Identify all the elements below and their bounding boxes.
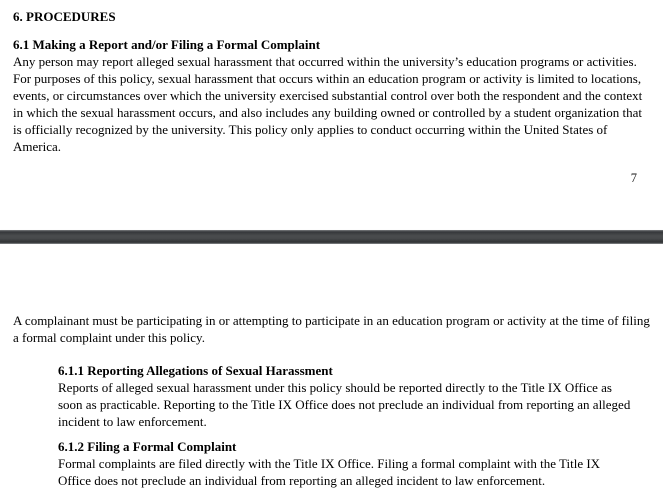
subsection-6-1-2 bbox=[58, 438, 636, 489]
page-8 bbox=[0, 244, 663, 500]
section-heading-procedures: 6. PROCEDURES bbox=[13, 9, 116, 24]
subsection-heading-6-1: 6.1 Making a Report and/or Filing a Formal Complaint bbox=[13, 37, 321, 52]
page-separator-bar bbox=[0, 230, 663, 244]
intro-paragraph: A complainant must be participating in or attempting to participate in an education program or activity at the time of filing a formal complaint under this policy. bbox=[13, 313, 650, 345]
subsection-heading-6-1-1: 6.1.1 Reporting Allegations of Sexual Harassment bbox=[58, 363, 333, 378]
body-paragraph-6-1: Any person may report alleged sexual harassment that occurred within the university’s education programs or activities. For purposes of this policy, sexual harassment that occurs within an education program or activity is limited to locations, events, or circumstances over which the university exercised substantial control over both the respondent and the context in which the sexual harassment occurs, and also includes any building owned or controlled by a student organization that is officially recognized by the university. This policy only applies to conduct occurring within the United States of America. bbox=[13, 54, 643, 154]
subsection-heading-6-1-2: 6.1.2 Filing a Formal Complaint bbox=[58, 439, 237, 454]
subsection-body-6-1-2: Formal complaints are filed directly with the Title IX Office. Filing a formal complaint with the Title IX Office does not preclude an individual from reporting an alleged incident to law enforcement. bbox=[58, 456, 601, 488]
subsection-6-1-1 bbox=[58, 362, 636, 430]
subsection-body-6-1-1: Reports of alleged sexual harassment under this policy should be reported directly to the Title IX Office as soon as practicable. Reporting to the Title IX Office does not preclude an individual from reporting an alleged incident to law enforcement. bbox=[58, 380, 631, 429]
page-7 bbox=[0, 0, 663, 230]
page-number: 7 bbox=[630, 171, 637, 185]
